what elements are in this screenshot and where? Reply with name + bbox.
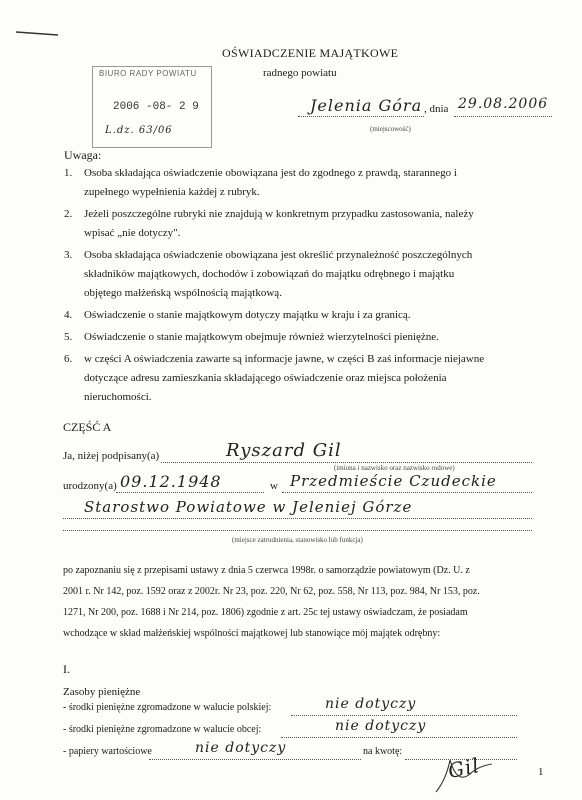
note-line: Osoba składająca oświadczenie obowiązana jest do zgodnego z prawdą, starannego i bbox=[84, 167, 457, 179]
resource-label: - środki pieniężne zgromadzone w walucie obcej: bbox=[63, 724, 262, 735]
place-handwritten: Jelenia Góra bbox=[310, 96, 423, 115]
note-line: Jeżeli poszczególne rubryki nie znajdują w konkretnym przypadku zastosowania, należy bbox=[84, 208, 474, 220]
note-item bbox=[64, 246, 554, 303]
document-subtitle: radnego powiatu bbox=[263, 67, 337, 79]
place-caption: (miejscowość) bbox=[370, 125, 411, 133]
page-number: 1 bbox=[538, 766, 544, 778]
note-number: 6. bbox=[64, 353, 73, 365]
note-line: składników majątkowych, dochodów i zobowiązań do majątku odrębnego i majątku bbox=[84, 268, 455, 280]
resources-title: Zasoby pieniężne bbox=[63, 686, 141, 698]
note-line: Osoba składająca oświadczenie obowiązana jest określić przynależność poszczególnych bbox=[84, 249, 473, 261]
statute-line: 2001 r. Nr 142, poz. 1592 oraz z 2002r. Nr 23, poz. 220, Nr 62, poz. 558, Nr 113, poz. 984, Nr 153, poz. bbox=[63, 586, 480, 597]
note-line: zupełnego wypełnienia każdej z rubryk. bbox=[84, 186, 260, 198]
resource-row bbox=[63, 696, 533, 722]
stamp-number: L.dz. 63/06 bbox=[105, 125, 173, 136]
statute-paragraph bbox=[63, 560, 480, 644]
born-in-label: w bbox=[270, 480, 278, 492]
place-dotted-line bbox=[298, 116, 424, 117]
stamp-office: BIURO RADY POWIATU bbox=[99, 69, 197, 78]
date-prefix: , dnia bbox=[424, 103, 449, 115]
note-line: Oświadczenie o stanie majątkowym obejmuje również wierzytelności pieniężne. bbox=[84, 331, 439, 343]
employment: Starostwo Powiatowe w Jeleniej Górze bbox=[84, 498, 413, 516]
statute-line: 1271, Nr 200, poz. 1688 i Nr 214, poz. 1806) zgodnie z art. 25c tej ustawy oświadczam, że posiadam bbox=[63, 607, 468, 618]
part-a-heading: CZĘŚĆ A bbox=[63, 420, 112, 434]
signature-scribble bbox=[430, 752, 500, 796]
resource-suffix: na kwotę: bbox=[363, 746, 403, 757]
date-dotted-line bbox=[454, 116, 552, 117]
signatory-name: Ryszard Gil bbox=[226, 440, 342, 461]
note-number: 5. bbox=[64, 331, 73, 343]
note-number: 2. bbox=[64, 208, 73, 220]
note-number: 1. bbox=[64, 167, 73, 179]
note-line: objętego małżeńską wspólnością majątkową. bbox=[84, 287, 282, 299]
resource-value: nie dotyczy bbox=[195, 740, 287, 756]
resource-value: nie dotyczy bbox=[335, 718, 427, 734]
pen-mark bbox=[14, 26, 60, 40]
employment-dotted-line-1 bbox=[63, 518, 532, 519]
born-place: Przedmieście Czudeckie bbox=[290, 472, 497, 490]
born-date: 09.12.1948 bbox=[120, 472, 222, 491]
note-item bbox=[64, 328, 554, 347]
note-line: w części A oświadczenia zawarte są informacje jawne, w części B zaś informacje niejawne bbox=[84, 353, 485, 365]
note-item bbox=[64, 205, 554, 243]
registration-stamp bbox=[92, 66, 212, 148]
note-item bbox=[64, 306, 554, 325]
signatory-label: Ja, niżej podpisany(a) bbox=[63, 450, 160, 462]
employment-dotted-line-2 bbox=[63, 530, 532, 531]
note-item bbox=[64, 164, 554, 202]
resource-label: - środki pieniężne zgromadzone w walucie polskiej: bbox=[63, 702, 272, 713]
name-caption: (imiona i nazwisko oraz nazwisko rodowe) bbox=[334, 464, 455, 472]
notes-list bbox=[64, 164, 554, 410]
resource-dotted-line bbox=[281, 737, 517, 738]
date-handwritten: 29.08.2006 bbox=[458, 96, 549, 112]
statute-line: po zapoznaniu się z przepisami ustawy z dnia 5 czerwca 1998r. o samorządzie powiatowym (Dz. U. z bbox=[63, 565, 470, 576]
initials-signature: Gil bbox=[445, 752, 482, 784]
resource-value: nie dotyczy bbox=[325, 696, 417, 712]
born-date-dotted-line bbox=[116, 492, 264, 493]
uwaga-label: Uwaga: bbox=[64, 148, 102, 162]
note-line: dotyczące adresu zamieszkania składającego oświadczenie oraz miejsca położenia bbox=[84, 372, 447, 384]
section-number: I. bbox=[63, 662, 70, 676]
note-number: 4. bbox=[64, 309, 73, 321]
document-title: OŚWIADCZENIE MAJĄTKOWE bbox=[222, 46, 399, 60]
note-line: Oświadczenie o stanie majątkowym dotyczy majątku w kraju i za granicą. bbox=[84, 309, 411, 321]
name-dotted-line bbox=[161, 462, 532, 463]
note-line: wpisać „nie dotyczy". bbox=[84, 227, 181, 239]
stamp-date: 2006 -08- 2 9 bbox=[113, 101, 199, 113]
born-place-dotted-line bbox=[282, 492, 532, 493]
employment-caption: (miejsce zatrudnienia, stanowisko lub funkcja) bbox=[232, 536, 363, 544]
resource-label: - papiery wartościowe bbox=[63, 746, 152, 757]
resource-row bbox=[63, 718, 533, 744]
note-item bbox=[64, 350, 554, 407]
born-label: urodzony(a) bbox=[63, 480, 117, 492]
statute-line: wchodzące w skład małżeńskiej wspólności majątkowej lub stanowiące mój majątek odrębny: bbox=[63, 628, 441, 639]
note-line: nieruchomości. bbox=[84, 391, 152, 403]
resource-dotted-line bbox=[149, 759, 361, 760]
note-number: 3. bbox=[64, 249, 73, 261]
resource-dotted-line bbox=[291, 715, 517, 716]
